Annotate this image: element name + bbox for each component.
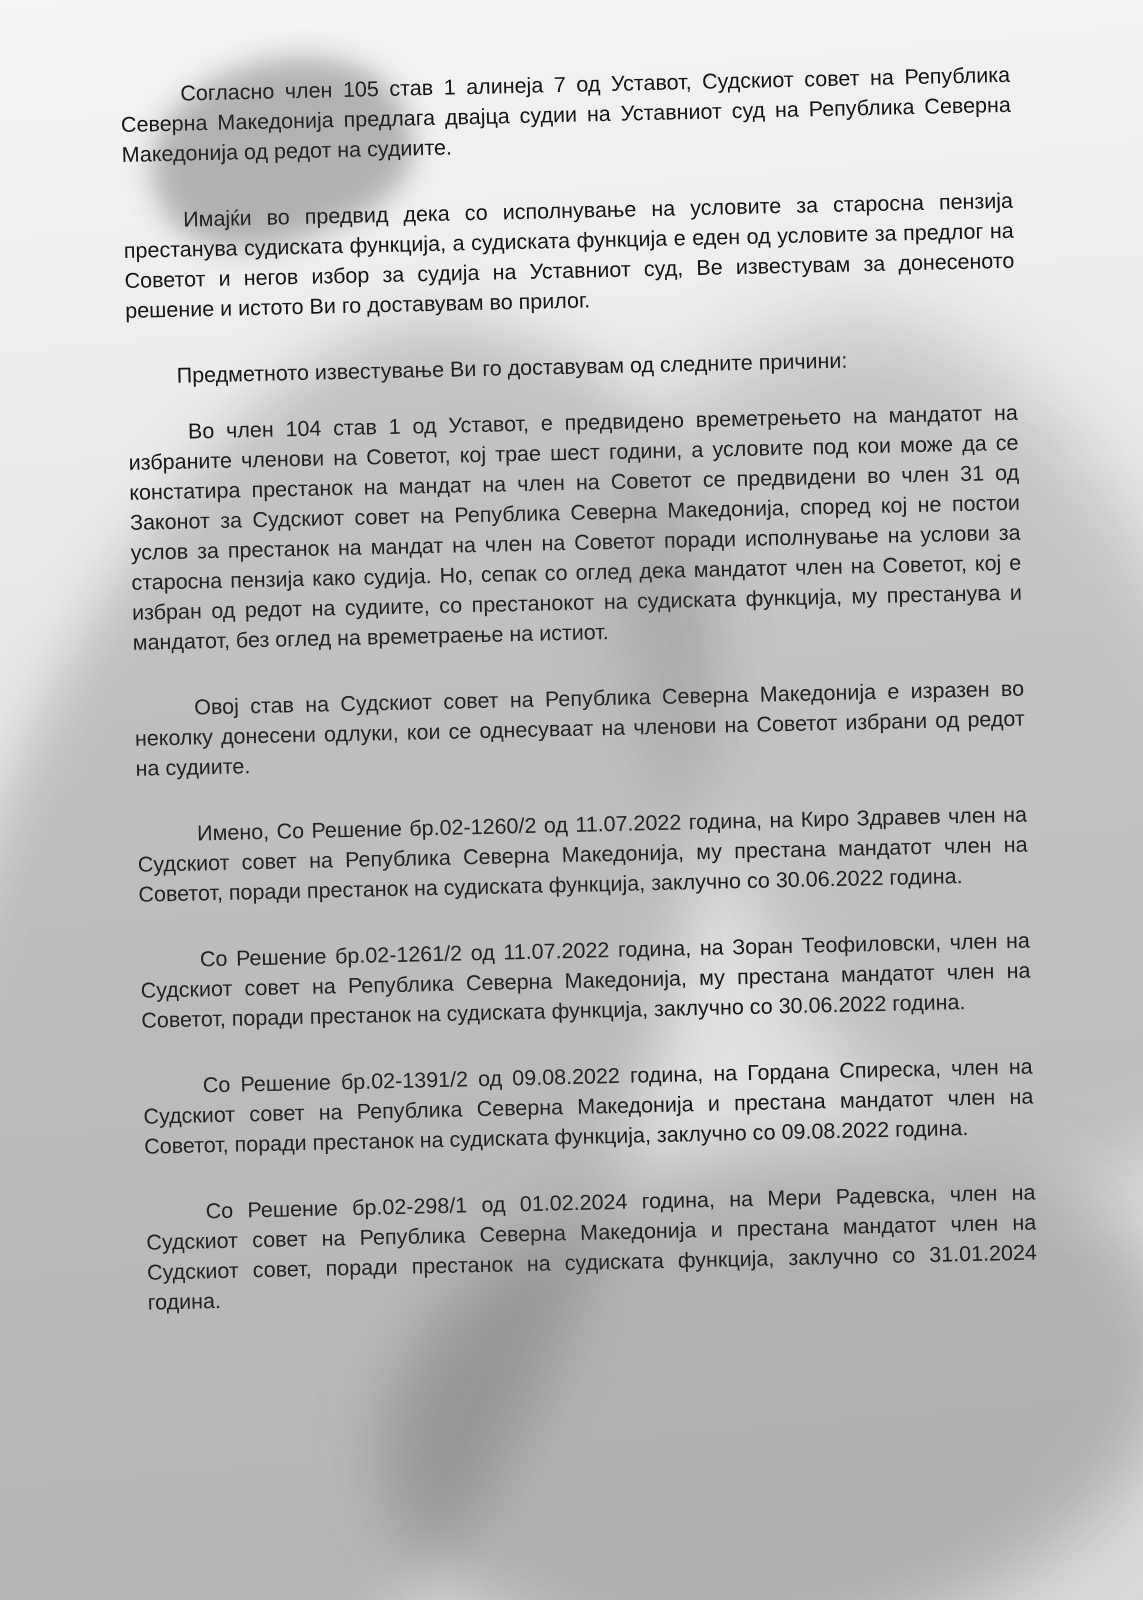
paragraph-decision-spireska: Со Решение бр.02-1391/2 од 09.08.2022 година, на Гордана Спиреска, член на Судскиот совет на Република Северна Македонија и престана мандатот член на Советот, поради престанок на судиската функција, заклучно со 09.08.2022 година.: [143, 1054, 1034, 1159]
paragraph-article-104: Во член 104 став 1 од Уставот, е предвидено времетрењето на мандатот на избраните членови на Советот, кој трае шест години, а условите под кои може да се констатира престанок на мандат на член на Советот се предвидени во член 31 од Законот за Судскиот совет на Република Северна Македонија, според кој не постои услов за престанок на мандат на член на Советот поради исполнување на услови за старосна пензија како судија. Но, сепак со оглед дека мандатот член на Советот, кој е избран од редот на судиите, со престанокот на судиската функција, му престанува и мандатот, без оглед на времетраење на истиот.: [128, 400, 1023, 655]
letter-body: [120, 60, 1039, 1354]
paragraph-decision-zdravev: Имено, Со Решение бр.02-1260/2 од 11.07.2022 година, на Киро Здравев член на Судскиот совет на Република Северна Македонија, му престана мандатот член на Советот, поради престанок на судиската функција, заклучно со 30.06.2022 година.: [137, 802, 1028, 907]
paragraph-retirement-notice: Имајќи во предвид дека со исполнување на условите за старосна пензија престанува судиската функција, а судиската функција е еден од условите за предлог на Советот и негов избор за судија на Уставниот суд, Ве известувам за донесеното решение и истото Ви го доставувам во прилог.: [123, 188, 1015, 323]
paragraph-constitution-article-105: Согласно член 105 став 1 алинеја 7 од Уставот, Судскиот совет на Република Северна Македонија предлага двајца судии на Уставниот суд на Република Северна Македонија од редот на судиите.: [120, 62, 1012, 167]
paragraph-decision-teofilovski: Со Решение бр.02-1261/2 од 11.07.2022 година, на Зоран Теофиловски, член на Судскиот совет на Република Северна Македонија, му престана мандатот член на Советот, поради престанок на судиската функција, заклучно со 30.06.2022 година.: [140, 928, 1031, 1033]
paragraph-decision-radevska: Со Решение бр.02-298/1 од 01.02.2024 година, на Мери Радевска, член на Судскиот совет на Република Северна Македонија и престана мандатот член на Судскиот совет, поради престанок на судиската функција, заклучно со 31.01.2024 година.: [146, 1180, 1038, 1315]
paragraph-reasons-intro: Предметното известување Ви го доставувам од следните причини:: [176, 348, 848, 388]
paragraph-council-position: Овој став на Судскиот совет на Република Северна Македонија е изразен во неколку донесени одлуки, кои се однесуваат на членови на Советот избрани од редот на судиите.: [134, 676, 1025, 781]
